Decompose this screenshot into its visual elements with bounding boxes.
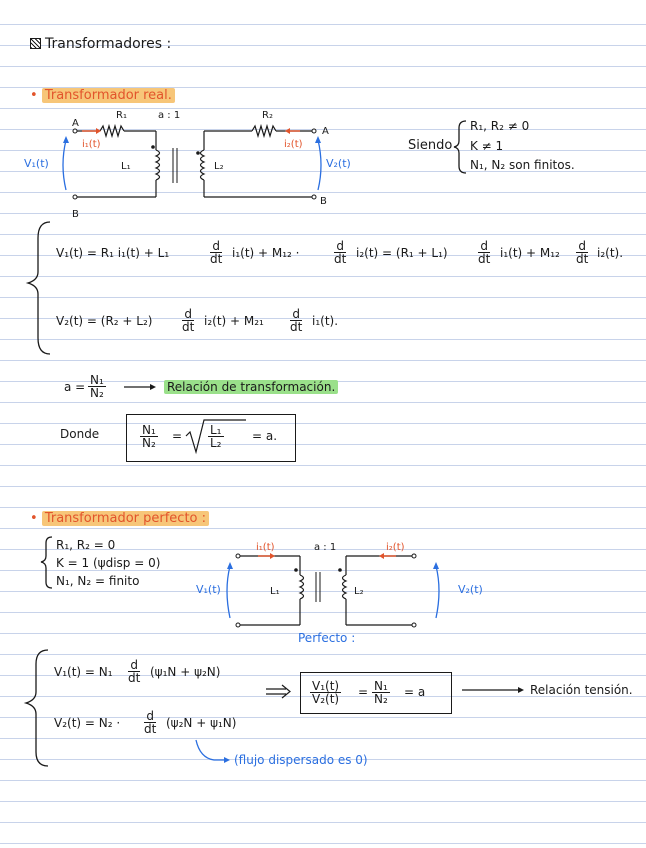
dot-marker-icon — [294, 568, 298, 572]
voltage-arrow-icon — [227, 562, 233, 569]
node-a-right: A — [322, 126, 329, 137]
label-ratio: a : 1 — [158, 110, 181, 121]
label-r1: R₁ — [116, 110, 127, 121]
section-heading-perfect: • Transformador perfecto : — [30, 511, 209, 527]
arrow-right-icon — [518, 687, 524, 693]
condition-2: K ≠ 1 — [470, 139, 504, 153]
perfect-condition-2: K = 1 (ψdisp = 0) — [56, 556, 161, 570]
voltage-arrow-icon — [433, 562, 439, 569]
notebook-page: Transformadores : • Transformador real. R₁ a : 1 R₂ A A B B i₁(t) i₂(t) V₁(t) V₂(t) L₁ L₂ Siendo R₁, R₂ ≠ 0 K ≠ 1 N₁, N₂ son finitos. V₁(t) = R₁ i₁(t) + L₁ $\frac{d}{dt}$ i₁(t) + M₁₂ · $\frac{d}{dt}$ i₂(t) = (R₁ + L₁) $\frac{d}{dt}$ i₁(t) + M₁₂ $\frac{d}{dt}$ i₂(t). V₂(t) = (R₂ + L₂) $\frac{d}{dt}$ i₂(t) + M₂₁ $\frac{d}{dt}$ i₁(t). a = $\frac{\text{N₁}}{\text{N₂}}$ Relación de transformación. Donde $\frac{\text{N₁}}{\text{N₂}}$ = $\frac{\text{L₁}}{\text{L₂}}$ = a. • Transformador perfecto : R₁, R₂ = 0 K = 1 (ψdisp = 0) N₁, N₂ = finito i₁(t) a : 1 i₂(t) V₁(t) V₂(t) L₁ L₂ Perfecto : V₁(t) = N₁ $\frac{d}{dt}$ (ψ₁N + ψ₂N) V₂(t) = N₂ · $\frac{d}{dt}$ (ψ₂N + ψ₁N) $\frac{\text{V₁(t)}}{\text{V₂(t)}}$ = $\frac{\text{N₁}}{\text{N₂}}$ = a Relación tensión. (flujo dispersado es 0) — [0, 0, 646, 848]
dot-marker-icon — [338, 568, 342, 572]
voltage-ratio-label: Relación tensión. — [530, 683, 633, 697]
section-heading-real: • Transformador real. — [30, 88, 175, 104]
current-arrow-icon — [379, 553, 384, 559]
label-l2: L₂ — [214, 161, 224, 172]
perfect-label-l2: L₂ — [354, 586, 364, 597]
flux-note: (flujo dispersado es 0) — [234, 753, 368, 767]
perfect-label-i2: i₂(t) — [386, 542, 405, 553]
perfect-caption: Perfecto : — [298, 631, 356, 645]
ratio-label-highlight: Relación de transformación. — [164, 380, 338, 394]
donde-label: Donde — [60, 427, 100, 441]
label-i1: i₁(t) — [82, 139, 101, 150]
perfect-label-i1: i₁(t) — [256, 542, 275, 553]
coil-l2-icon — [343, 575, 347, 599]
condition-1: R₁, R₂ ≠ 0 — [470, 119, 530, 133]
voltage-fraction: $\frac{\text{V₁(t)}}{\text{V₂(t)}}$ — [312, 679, 340, 706]
node-b-left: B — [72, 209, 79, 220]
label-i2: i₂(t) — [284, 139, 303, 150]
label-v2: V₂(t) — [326, 157, 351, 170]
siendo-label: Siendo — [408, 138, 453, 153]
perfect-label-v1: V₁(t) — [196, 583, 221, 596]
implies-arrow-icon — [282, 685, 290, 698]
perfect-label-l1: L₁ — [270, 586, 280, 597]
condition-3: N₁, N₂ son finitos. — [470, 158, 575, 172]
perfect-condition-3: N₁, N₂ = finito — [56, 574, 140, 588]
label-r2: R₂ — [262, 110, 273, 121]
coil-l1-icon — [300, 575, 304, 599]
perfect-condition-1: R₁, R₂ = 0 — [56, 538, 116, 552]
note-arrow-icon — [224, 757, 230, 763]
label-v1: V₁(t) — [24, 157, 49, 170]
donde-lhs-fraction: $\frac{\text{N₁}}{\text{N₂}}$ — [142, 423, 156, 450]
label-l1: L₁ — [121, 161, 131, 172]
node-b-right: B — [320, 196, 327, 207]
node-a-left: A — [72, 118, 79, 129]
perfect-label-v2: V₂(t) — [458, 583, 483, 596]
donde-sqrt-fraction: $\frac{\text{L₁}}{\text{L₂}}$ — [210, 423, 222, 450]
turns-fraction: $\frac{\text{N₁}}{\text{N₂}}$ — [374, 679, 388, 706]
perfect-label-ratio: a : 1 — [314, 542, 337, 553]
page-title: Transformadores : — [30, 36, 171, 52]
